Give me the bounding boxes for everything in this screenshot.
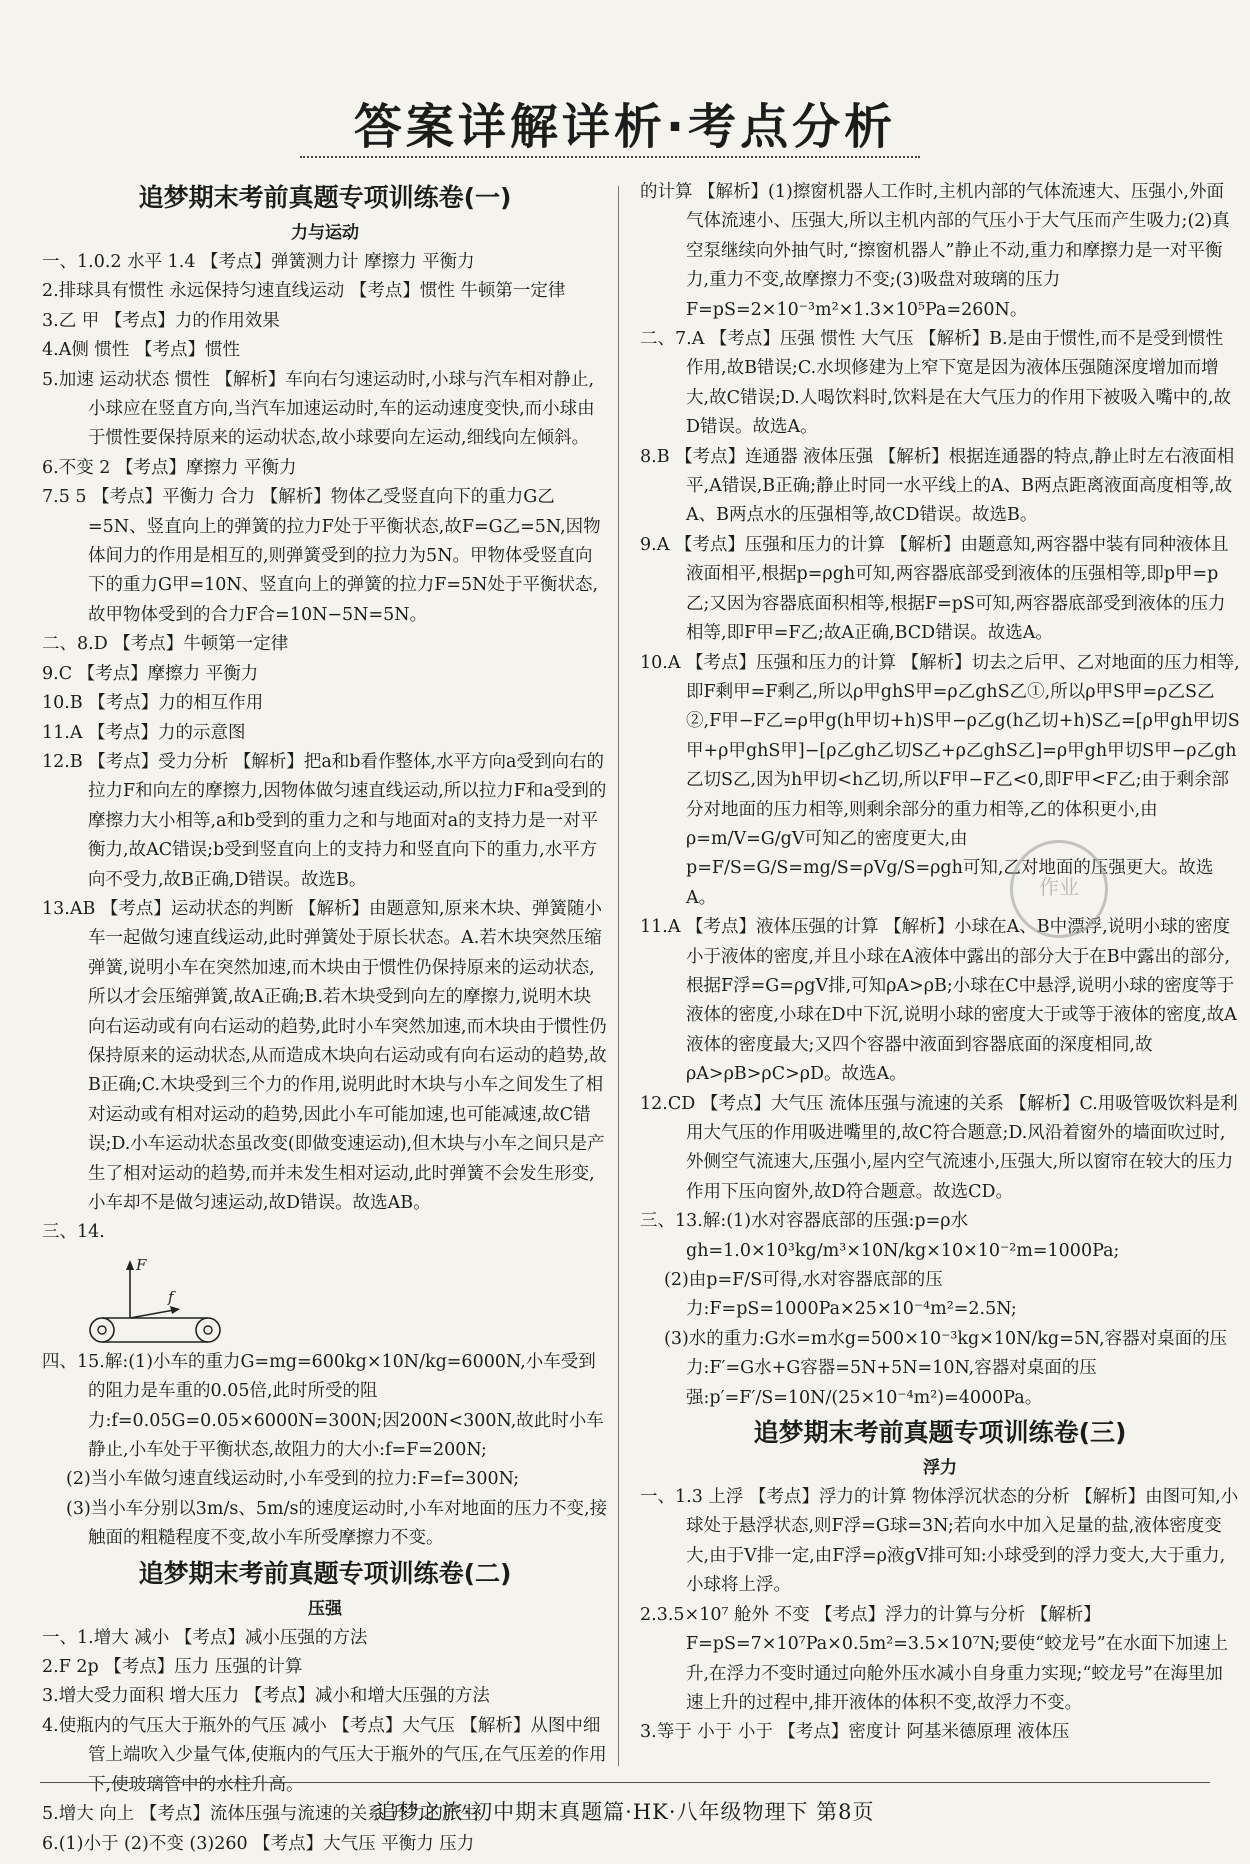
force-diagram-svg (88, 1252, 238, 1348)
force-arrowhead-up (126, 1260, 134, 1270)
answer-item: 2.3.5×10⁷ 舱外 不变 【考点】浮力的计算与分析 【解析】F=pS=7×10⁷Pa×0.5m²=3.5×10⁷N;要使“蛟龙号”在水面下加速上升,在浮力不变时通过向舱外压水减小自身重力实现;“蛟龙号”在海里加速上升的过程中,排开液体的体积不变,故浮力不变。 (640, 1604, 1229, 1713)
stamp-text: 作业 (1039, 875, 1079, 899)
section-title: 追梦期末考前真题专项训练卷(三) (753, 1418, 1127, 1448)
section-title: 追梦期末考前真题专项训练卷(一) (138, 183, 512, 212)
answer-item: 10.B 【考点】力的相互作用 (42, 693, 264, 714)
answer-item: 3.乙 甲 【考点】力的作用效果 (42, 310, 280, 331)
answer-item: 13.AB 【考点】运动状态的判断 【解析】由题意知,原来木块、弹簧随小车一起做匀速直线运动,此时弹簧处于原长状态。A.若木块突然压缩弹簧,说明小车在突然加速,而木块由于惯性仍保持原来的运动状态,所以才会压缩弹簧,故A正确;B.若木块受到向左的摩擦力,说明木块向右运动或有向右运动的趋势,此时小车突然加速,而木块由于惯性仍保持原来的运动状态,从而造成木块向右运动或有向右运动的趋势,故B正确;C.木块受到三个力的作用,说明此时木块与小车之间发生了相对运动或有相对运动的趋势,因此小车可能加速,也可能减速,故C错误;D.小车运动状态虽改变(即做变速运动),但木块与小车之间只是产生了相对运动的趋势,而并未发生相对运动,此时弹簧不会发生形变,小车却不是做匀速运动,故D错误。故选AB。 (42, 898, 607, 1213)
answer-item: 6.(1)小于 (2)不变 (3)260 【考点】大气压 平衡力 压力 (42, 1833, 475, 1854)
answer-item: 6.不变 2 【考点】摩擦力 平衡力 (42, 457, 297, 478)
page-title: 答案详解详析·考点分析 (353, 99, 897, 155)
answer-item: 一、1.0.2 水平 1.4 【考点】弹簧测力计 摩擦力 平衡力 (42, 252, 475, 272)
answer-item: 11.A 【考点】液体压强的计算 【解析】小球在A、B中漂浮,说明小球的密度小于液体的密度,并且小球在A液体中露出的部分大于在B中露出的部分,根据F浮=G=ρgV排,可知ρA>ρB;小球在C中悬浮,说明小球的密度等于液体的密度,小球在D中下沉,说明小球的密度大于或等于液体的密度,故A液体的密度最大;又四个容器中液面到容器底面的深度相同,故ρA>ρB>ρC>ρD。故选A。 (640, 917, 1237, 1085)
answer-item: 一、1.增大 减小 【考点】减小压强的方法 (42, 1627, 368, 1648)
section-subtitle: 压强 (308, 1598, 342, 1619)
solution-step: (3)水的重力:G水=m水g=500×10⁻³kg×10N/kg=5N,容器对桌面的压力:F′=G水+G容器=5N+5N=10N,容器对桌面的压强:p′=F′/S=10N/(25×10⁻⁴m²)=4000Pa。 (664, 1328, 1228, 1408)
answer-item: 二、7.A 【考点】压强 惯性 大气压 【解析】B.是由于惯性,而不是受到惯性作用,故B错误;C.水坝修建为上窄下宽是因为液体压强随深度增加而增大,故C错误;D.人喝饮料时,饮料是在大气压力的作用下被吸入嘴中的,故D错误。故选A。 (640, 329, 1231, 438)
footer-rule (40, 1782, 1210, 1783)
friction-arrowhead (170, 1306, 180, 1314)
force-label-F: F (136, 1255, 147, 1274)
answer-item: 5.加速 运动状态 惯性 【解析】车向右匀速运动时,小球与汽车相对静止,小球应在竖直方向,当汽车加速运动时,车的运动速度变快,而小球由于惯性要保持原来的运动状态,故小球要向左运动,细线向左倾斜。 (42, 369, 595, 449)
answer-item: 4.使瓶内的气压大于瓶外的气压 减小 【考点】大气压 【解析】从图中细管上端吹入少量气体,使瓶内的气压大于瓶外的气压,在气压差的作用下,使玻璃管中的水柱升高。 (42, 1715, 607, 1795)
right-roller (196, 1318, 220, 1342)
left-roller (90, 1318, 114, 1342)
solution-step: 四、15.解:(1)小车的重力G=mg=600kg×10N/kg=6000N,小车受到的阻力是车重的0.05倍,此时所受的阻力:f=0.05G=0.05×6000N=300N;因200N<300N,故此时小车静止,小车处于平衡状态,故阻力的大小:f=F=200N; (42, 1351, 604, 1461)
solution-step: (2)由p=F/S可得,水对容器底部的压力:F=pS=1000Pa×25×10⁻⁴m²=2.5N; (664, 1270, 1017, 1320)
answer-item: 2.F 2p 【考点】压力 压强的计算 (42, 1657, 303, 1678)
conveyor-force-diagram (88, 1252, 608, 1348)
answer-item: 3.等于 小于 小于 【考点】密度计 阿基米德原理 液体压 (640, 1722, 1070, 1743)
answer-item: 8.B 【考点】连通器 液体压强 【解析】根据连通器的特点,静止时左右液面相平,A错误,B正确;静止时同一水平线上的A、B两点距离液面高度相等,故A、B两点水的压强相等,故CD错误。故选B。 (640, 446, 1235, 526)
answer-item: 三、14. (42, 1222, 105, 1243)
answer-item: 二、8.D 【考点】牛顿第一定律 (42, 634, 289, 655)
section-title: 追梦期末考前真题专项训练卷(二) (138, 1558, 512, 1588)
answer-item: 7.5 5 【考点】平衡力 合力 【解析】物体乙受竖直向下的重力G乙=5N、竖直向上的弹簧的拉力F处于平衡状态,故F=G乙=5N,因物体间力的作用是相互的,则弹簧受到的拉力为5N。甲物体受竖直向下的重力G甲=10N、竖直向上的弹簧的拉力F=5N处于平衡状态,故甲物体受到的合力F合=10N−5N=5N。 (42, 487, 601, 625)
left-roller-axle (98, 1326, 106, 1334)
answer-item: 11.A 【考点】力的示意图 (42, 722, 246, 743)
answer-item: 12.B 【考点】受力分析 【解析】把a和b看作整体,水平方向a受到向右的拉力F和向左的摩擦力,因物体做匀速直线运动,所以拉力F和a受到的摩擦力大小相等,a和b受到的重力之和与地面对a的支持力是一对平衡力,故AC错误;b受到竖直向上的支持力和竖直向下的重力,水平方向不受力,故B正确,D错误。故选B。 (42, 751, 607, 890)
answer-item: 的计算 【解析】(1)擦窗机器人工作时,主机内部的气体流速大、压强小,外面气体流速小、压强大,所以主机内部的气压小于大气压而产生吸力;(2)真空泵继续向外抽气时,“擦窗机器人”静止不动,重力和摩擦力是一对平衡力,重力不变,故摩擦力不变;(3)吸盘对玻璃的压力F=pS=2×10⁻³m²×1.3×10⁵Pa=260N。 (640, 182, 1230, 320)
solution-step: (2)当小车做匀速直线运动时,小车受到的拉力:F=f=300N; (66, 1469, 520, 1490)
homework-stamp (1010, 840, 1108, 938)
answer-item: 10.A 【考点】压强和压力的计算 【解析】切去之后甲、乙对地面的压力相等,即F剩甲=F剩乙,所以ρ甲ghS甲=ρ乙ghS乙①,所以ρ甲S甲=ρ乙S乙②,F甲−F乙=ρ甲g(h甲切+h)S甲−ρ乙g(h乙切+h)S乙=[ρ甲gh甲切S甲+ρ甲ghS甲]−[ρ乙gh乙切S乙+ρ乙ghS乙]=ρ甲gh甲切S甲−ρ乙gh乙切S乙,因为h甲切<h乙切,所以F甲−F乙<0,即F甲<F乙;由于剩余部分对地面的压力相等,则剩余部分的重力相等,乙的体积更小,由ρ=m/V=G/gV可知乙的密度更大,由p=F/S=G/S=mg/S=ρVg/S=ρgh可知,乙对地面的压强更大。故选A。 (640, 652, 1240, 908)
solution-step: 三、13.解:(1)水对容器底部的压强:p=ρ水gh=1.0×10³kg/m³×10N/kg×10×10⁻²m=1000Pa; (640, 1211, 1120, 1261)
section-subtitle: 力与运动 (291, 223, 359, 243)
answer-item: 9.C 【考点】摩擦力 平衡力 (42, 663, 259, 684)
left-column (42, 178, 608, 1854)
section-subtitle: 浮力 (923, 1458, 957, 1479)
answer-item: 12.CD 【考点】大气压 流体压强与流速的关系 【解析】C.用吸管吸饮料是利用大气压的作用吸进嘴里的,故C符合题意;D.风沿着窗外的墙面吹过时,外侧空气流速大,压强小,屋内空气流速小,压强大,所以窗帘在较大的压力作用下压向窗外,故D符合题意。故选CD。 (640, 1093, 1238, 1202)
right-column (640, 178, 1240, 1743)
force-label-f: f (168, 1287, 174, 1306)
title-rule (300, 156, 920, 158)
page-footer: 追梦之旅·初中期末真题篇·HK·八年级物理下 第8页 (375, 1800, 875, 1824)
answer-item: 一、1.3 上浮 【考点】浮力的计算 物体浮沉状态的分析 【解析】由图可知,小球处于悬浮状态,则F浮=G球=3N;若向水中加入足量的盐,液体密度变大,由于V排一定,由F浮=ρ液gV排可知:小球受到的浮力变大,大于重力,小球将上浮。 (640, 1487, 1239, 1596)
answer-item: 3.增大受力面积 增大压力 【考点】减小和增大压强的方法 (42, 1686, 490, 1707)
column-divider (618, 186, 619, 1766)
right-roller-axle (204, 1326, 212, 1334)
solution-step: (3)当小车分别以3m/s、5m/s的速度运动时,小车对地面的压力不变,接触面的粗糙程度不变,故小车所受摩擦力不变。 (66, 1498, 608, 1549)
answer-item: 4.A侧 惯性 【考点】惯性 (42, 340, 240, 361)
friction-arrow (130, 1310, 174, 1318)
answer-item: 5.增大 向上 【考点】流体压强与流速的关系 升力的产生 (42, 1804, 478, 1825)
answer-item: 9.A 【考点】压强和压力的计算 【解析】由题意知,两容器中装有同种液体且液面相平,根据p=ρgh可知,两容器底部受到液体的压强相等,即p甲=p乙;又因为容器底面积相等,根据F=pS可知,两容器底部受到液体的压力相等,即F甲=F乙;故A正确,BCD错误。故选A。 (640, 534, 1229, 644)
answer-item: 2.排球具有惯性 永远保持匀速直线运动 【考点】惯性 牛顿第一定律 (42, 281, 566, 302)
